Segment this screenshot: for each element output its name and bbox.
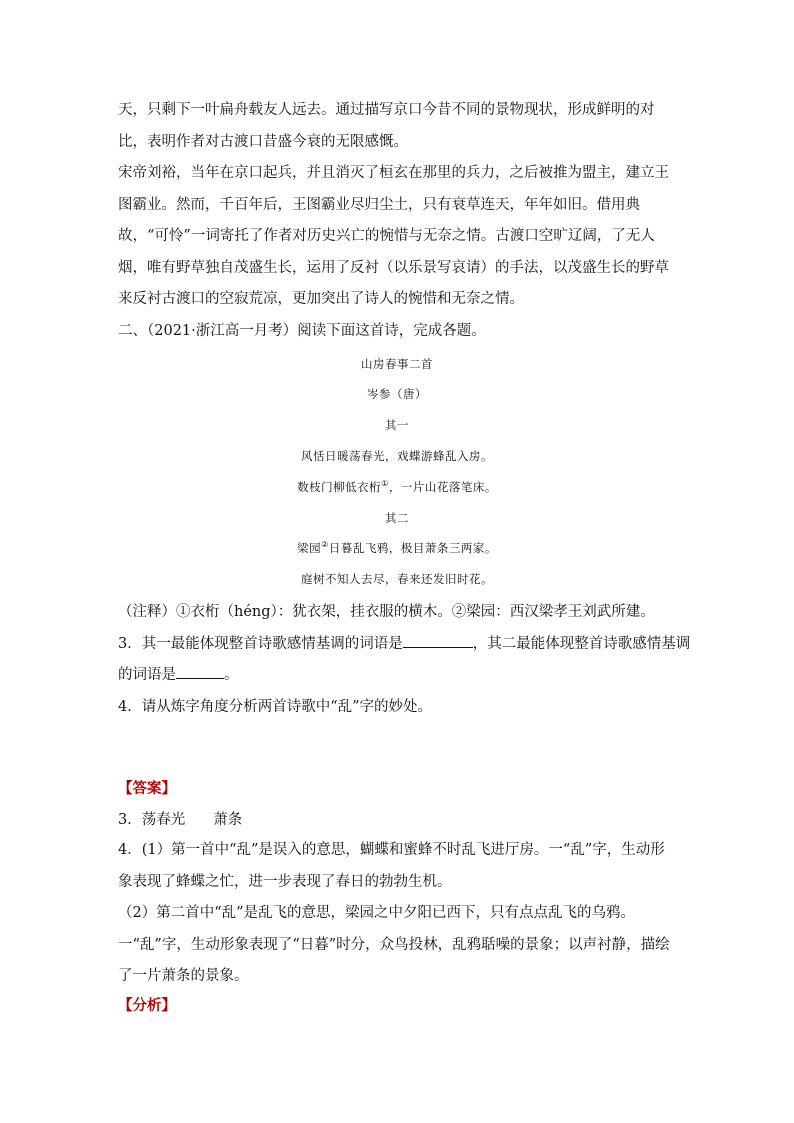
answer-4-part1: 4．(1）第一首中“乱”是误入的意思，蝴蝶和蜜蜂不时乱飞进厅房。一“乱”字，生动形象表现了蜂蝶之忙，进一步表现了春日的勃勃生机。 <box>118 842 665 890</box>
analysis-paragraph: 宋帝刘裕，当年在京口起兵，并且消灭了桓玄在那里的兵力，之后被推为盟主，建立王图霸业。然而，千百年后，王图霸业尽归尘土，只有衰草连天，年年如旧。借用典故，“可怜”一词寄托了作者对历史兴亡的惋惜与无奈之情。古渡口空旷辽阔，了无人烟，唯有野草独自茂盛生长，运用了反衬（以乐景写哀请）的手法，以茂盛生长的野草来反衬古渡口的空寂荒凉，更加突出了诗人的惋惜和无奈之情。 <box>118 165 669 307</box>
poem-text: 梁园 <box>297 541 322 555</box>
poem-part2-line1 <box>118 540 676 556</box>
answer-3-part1: 3．荡春光 <box>118 812 186 828</box>
bracket-open: 【 <box>118 780 133 797</box>
poem-text: ，一片山花落笔床。 <box>388 480 497 494</box>
answer-blank-1[interactable] <box>403 633 473 648</box>
answer-3 <box>118 809 242 831</box>
answer-4-part2: （2）第二首中“乱”是乱飞的意思，梁园之中夕阳已西下，只有点点乱飞的乌鸦。一“乱”字，生动形象表现了“日暮”时分，众鸟投林，乱鸦聒噪的景象；以声衬静，描绘了一片萧条的景象。 <box>118 905 670 984</box>
bracket-close: 】 <box>161 780 176 797</box>
intro-paragraph: 天，只剩下一叶扁舟载友人远去。通过描写京口今昔不同的景物现状，形成鲜明的对比，表明作者对古渡口昔盛今衰的无限感慨。 <box>118 102 655 150</box>
poem-notes: （注释）①衣桁（héng）：犹衣架，挂衣服的横木。②梁园：西汉梁孝王刘武所建。 <box>118 604 655 620</box>
poem-part2-line2: 庭树不知人去尽，春来还发旧时花。 <box>301 572 493 586</box>
poem-text: 数枝门柳低衣桁 <box>297 480 382 494</box>
question-3-line1 <box>118 633 690 655</box>
bracket-close: 】 <box>161 997 176 1014</box>
footnote-marker: ② <box>321 540 329 550</box>
question-text: 的词语是 <box>118 667 176 683</box>
analysis-heading <box>118 995 176 1017</box>
bracket-open: 【 <box>118 997 133 1014</box>
footnote-marker: ① <box>381 479 389 489</box>
poem-author: 岑参（唐） <box>367 387 427 401</box>
poem-part1-line1: 风恬日暖荡春光，戏蝶游蜂乱入房。 <box>301 449 493 463</box>
question-3-line2 <box>118 664 239 686</box>
answer-label: 答案 <box>132 780 162 797</box>
question-text: ，其二最能体现整首诗歌感情基调 <box>472 636 691 652</box>
question-4: 4．请从炼字角度分析两首诗歌中“乱”字的妙处。 <box>118 699 433 715</box>
answer-3-part2: 萧条 <box>213 812 243 828</box>
analysis-label: 分析 <box>132 997 162 1014</box>
poem-part1-label: 其一 <box>385 418 409 432</box>
poem-part2-label: 其二 <box>385 511 409 525</box>
question-text: 3．其一最能体现整首诗歌感情基调的词语是 <box>118 636 403 652</box>
poem-title: 山房春事二首 <box>361 357 433 371</box>
poem-part1-line2 <box>118 479 676 495</box>
answer-blank-2[interactable] <box>176 664 224 679</box>
section-heading: 二、（2021·浙江高一月考）阅读下面这首诗，完成各题。 <box>118 323 486 339</box>
answer-heading <box>118 778 176 800</box>
poem-text: 日暮乱飞鸦，极目萧条三两家。 <box>328 541 497 555</box>
question-text: 。 <box>224 667 239 683</box>
